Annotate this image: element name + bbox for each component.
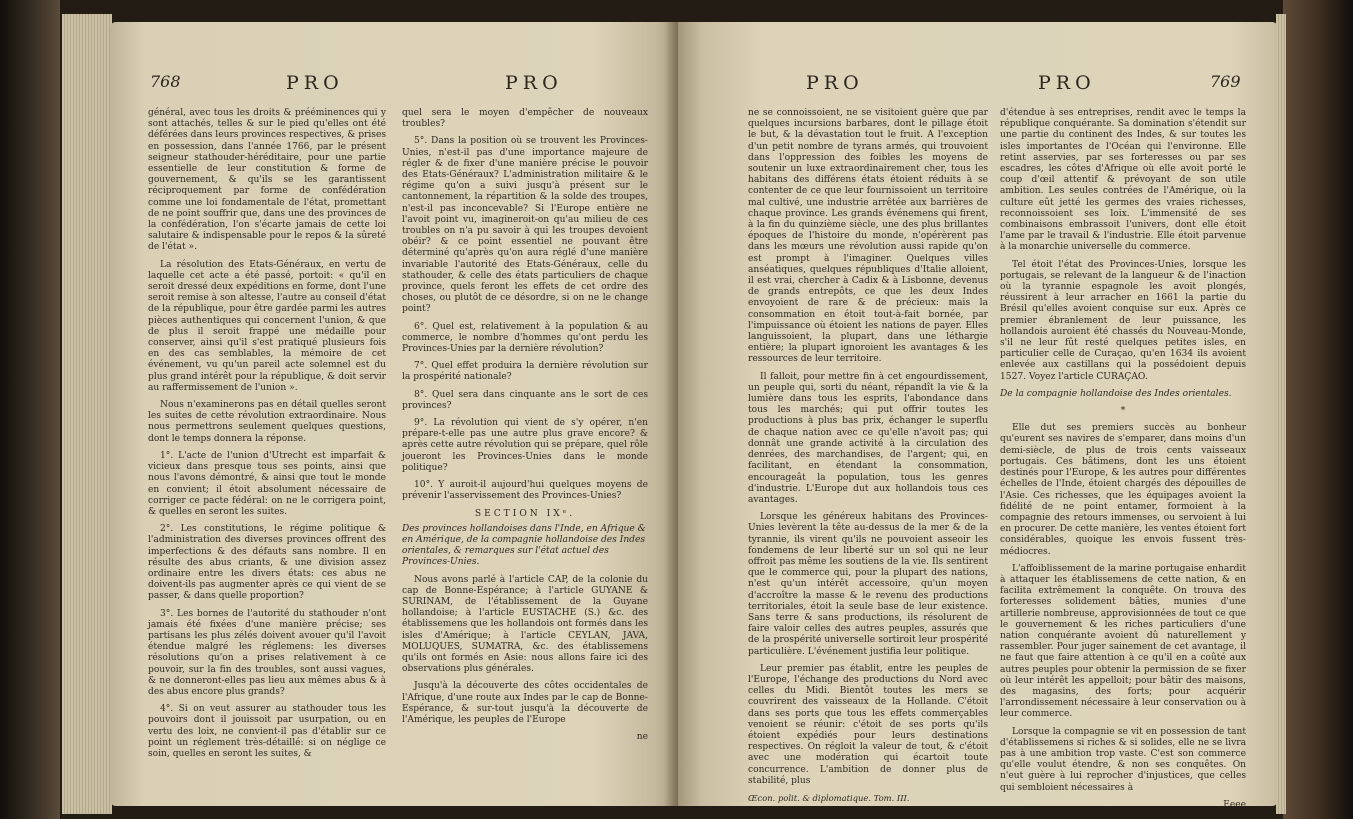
book-cover-left: [0, 0, 60, 819]
paragraph: Jusqu'à la découverte des côtes occidentales de l'Afrique, d'une route aux Indes par le cap de Bonne-Espérance, & sur-tout jusqu'à la découverte de l'Amérique, les peuples de l'Europe: [402, 681, 648, 725]
page-edges-left: [62, 14, 112, 814]
left-column-1: [148, 108, 386, 766]
paragraph: ne se connoissoient, ne se visitoient guère que par quelques incursions barbares, dont le pillage étoit le but, & la dévastation tout le fruit. A l'exception d'un petit nombre de tyrans armés, qui trouvoient dans l'oppression des foibles les moyens de soutenir un luxe extraordinairement cher, tous les habitans des différens états étoient réduits à se contenter de ce que leur fournissoient un territoire mal cultivé, une industrie arrêtée aux barrières de chaque province. Les grands événemens qui firent, à la fin du quinzième siècle, une des plus brillantes époques de l'histoire du monde, n'opérèrent pas dans les mœurs une révolution aussi rapide qu'on est prompt à l'imaginer. Quelques villes anséatiques, quelques républiques d'Italie alloient, il est vrai, chercher à Cadix & à Lisbonne, devenus de grands entrepôts, ce que les deux Indes envoyoient de rare & de précieux: mais la consommation en étoit tout-à-fait bornée, par l'impuissance où étoient les nations de payer. Elles languissoient, la plupart, dans une léthargie entière; la plupart ignoroient les avantages & les ressources de leur territoire.: [748, 108, 988, 365]
paragraph: 8°. Quel sera dans cinquante ans le sort de ces provinces?: [402, 389, 648, 411]
paragraph: 10°. Y auroit-il aujourd'hui quelques moyens de prévenir l'asservissement des Provinces-Unies?: [402, 480, 648, 502]
paragraph: Nous n'examinerons pas en détail quelles seront les suites de cette révolution extraordinaire. Nous nous permettrons seulement quelques questions, dont le temps donnera la réponse.: [148, 400, 386, 444]
section-title: SECTION IXᵉ.: [474, 508, 576, 519]
paragraph: 2°. Les constitutions, le régime politique & l'administration des diverses provinces offrent des imperfections & des défauts sans nombre. Il en résulte des abus criants, & une division assez ordinaire entre les divers états: ces abus ne doivent-ils pas augmenter après ce qui vient de se passer, & dans quelle proportion?: [148, 524, 386, 602]
book-cover-right: [1283, 0, 1353, 819]
paragraph: 5°. Dans la position où se trouvent les Provinces-Unies, n'est-il pas d'une importance majeure de régler & de fixer d'une manière précise le pouvoir des Etats-Généraux? L'administration militaire & le régime qu'on a suivi jusqu'à présent sur le cantonnement, la répartition & la solde des troupes, n'est-il pas inconcevable? Si l'Europe entière ne l'avoit point vu, imagineroit-on qu'au milieu de ces troubles on n'a pu savoir à qui les troupes devoient obéir? & ce point essentiel ne pouvant être déterminé qu'après qu'on aura réglé d'une manière invariable l'autorité des Etats-Généraux, celle du stathouder, & celle des états particuliers de chaque province, quels feront les effets de cet ordre des choses, ou plutôt de ce désordre, si on ne le change point?: [402, 136, 648, 315]
paragraph: 4°. Si on veut assurer au stathouder tous les pouvoirs dont il jouissoit par usurpation, ou en vertu des loix, ne convient-il pas d'établir sur ce point un réglement très-détaillé: si on néglige ce soin, quelles en seront les suites, &: [148, 704, 386, 759]
paragraph: 1°. L'acte de l'union d'Utrecht est imparfait & vicieux dans presque tous ses points, ainsi que nous l'avons démontré, & ainsi que tout le monde en convient; il étoit absolument nécessaire de corriger ce pacte fédéral: on ne le corrigera point, & quelles en seront les suites.: [148, 450, 386, 517]
right-page: [678, 22, 1278, 806]
signature-mark: Eeee: [1223, 799, 1246, 806]
right-column-1: [748, 108, 988, 806]
right-running-head-col2: PRO: [1038, 72, 1096, 94]
section-heading: Des provinces hollandoises dans l'Inde, en Afrique & en Amérique, de la compagnie hollandoise des Indes orientales, & remarques sur l'état actuel des Provinces-Unies.: [402, 523, 646, 568]
left-column-2: [402, 108, 648, 743]
left-page: [110, 22, 678, 806]
asterism: *: [1120, 406, 1126, 417]
paragraph: Lorsque la compagnie se vit en possession de tant d'établissemens si riches & si solides, elle ne se livra pas à une ambition trop vaste. C'est son commerce qu'elle voulut étendre, & non ses conquêtes. On n'eut guère à lui reprocher d'injustices, que celles qui sembloient nécessaires à: [1000, 726, 1246, 793]
paragraph: Nous avons parlé à l'article CAP, de la colonie du cap de Bonne-Espérance; à l'article GUYANE & SURINAM, de l'établissement de la Guyane hollandoise; à l'article EUSTACHE (S.) &c. des établissemens que les hollandois ont formés dans les isles d'Amérique; à l'article CEYLAN, JAVA, MOLUQUES, SUMATRA, &c. des établissemens qu'ils ont formés en Asie: nous allons faire ici des observations plus générales.: [402, 574, 648, 675]
section-heading: De la compagnie hollandoise des Indes orientales.: [1000, 388, 1232, 399]
paragraph: Tel étoit l'état des Provinces-Unies, lorsque les portugais, se relevant de la langueur & de l'inaction où la tyrannie espagnole les avoit plongés, réussirent à leur arracher en 1661 la partie du Brésil qu'elles avoient conquise sur eux. Après ce premier ébranlement de leur puissance, les hollandois auroient été chassés du Nouveau-Monde, s'il ne leur fût resté quelques petites isles, en particulier celle de Curaçao, qu'en 1634 ils avoient enlevée aux castillans qui la possédoient depuis 1527. Voyez l'article CURAÇAO.: [1000, 259, 1246, 382]
right-column-2: [1000, 108, 1246, 806]
paragraph: Il falloit, pour mettre fin à cet engourdissement, un peuple qui, sorti du néant, répandît la vie & la lumière dans tous les esprits, l'abondance dans tous les marchés; qui put offrir toutes les productions à plus bas prix, échanger le superflu de chaque nation avec ce qu'elle n'avoit pas; qui donnât une grande activité à la circulation des denrées, des marchandises, de l'argent; qui, en facilitant, en étendant la consommation, encourageât la population, tous les genres d'industrie. L'Europe dut aux hollandois tous ces avantages.: [748, 371, 988, 505]
paragraph: 6°. Quel est, relativement à la population & au commerce, le nombre d'hommes qu'ont perdu les Provinces-Unies par la dernière révolution?: [402, 321, 648, 355]
footnote: Œcon. polit. & diplomatique. Tom. III.: [748, 792, 910, 803]
paragraph: 3°. Les bornes de l'autorité du stathouder n'ont jamais été fixées d'une manière précise; ses partisans les plus zélés doivent avouer qu'il l'avoit étendue malgré les réglemens: les diverses résolutions qu'on a prises relativement à ce pouvoir, sur la fin des troubles, sont aussi vagues, & ne donneront-elles pas lieu aux mêmes abus & à des abus encore plus grands?: [148, 608, 386, 697]
paragraph: général, avec tous les droits & prééminences qui y sont attachés, telles & sur le pied qu'elles ont été déférées dans leurs provinces respectives, & prises en possession, dans l'année 1766, par le présent seigneur stathouder-héréditaire, pour une partie essentielle de leur constitution & forme de gouvernement, & qu'ils se les garantissent réciproquement par forme de confédération comme une loi fondamentale de l'état, promettant de ne point souffrir que, dans une des provinces de la confédération, l'on s'écarte jamais de cette loi salutaire & indispensable pour le repos & la sûreté de l'état ».: [148, 108, 386, 253]
paragraph: d'étendue à ses entreprises, rendit avec le temps la république conquérante. Sa domination s'étendit sur une partie du continent des Indes, & sur toutes les isles importantes de l'Océan qui l'environne. Elle retint asservies, par ses forteresses ou par ses escadres, les côtes d'Afrique où elle avoit porté le coup d'œil attentif & prévoyant de son utile ambition. Les seules contrées de l'Amérique, où la culture eût jetté les germes des vraies richesses, reconnoissoient ses loix. L'immensité de ses combinaisons embrassoit l'univers, dont elle étoit l'ame par le travail & l'industrie. Elle étoit parvenue à la monarchie universelle du commerce.: [1000, 108, 1246, 253]
catchword: ne: [636, 732, 648, 743]
left-running-head: PRO: [286, 72, 344, 94]
paragraph: Leur premier pas établit, entre les peuples de l'Europe, l'échange des productions du Nord avec celles du Midi. Bientôt toutes les mers se couvrirent des vaisseaux de la Hollande. C'étoit dans ses ports que tous les effets commerçables venoient se réunir: c'étoit de ses ports qu'ils étoient expédiés pour leurs destinations respectives. On régloit la valeur de tout, & c'étoit avec une modération qui écartoit toute concurrence. L'ambition de donner plus de stabilité, plus: [748, 663, 988, 786]
paragraph: La résolution des Etats-Généraux, en vertu de laquelle cet acte a été passé, portoit: « qu'il en seroit dressé deux expéditions en forme, dont l'une seroit remise à son altesse, l'autre au conseil d'état de la république, pour être gardée parmi les autres pièces authentiques qui concernent l'union, & que de plus il seroit frappé une médaille pour conserver, ainsi qu'il s'est pratiqué plusieurs fois en des cas semblables, la mémoire de cet événement, vu qu'un pareil acte solemnel est du plus grand intérêt pour la république, & doit servir au raffermissement de l'union ».: [148, 259, 386, 393]
right-running-head: PRO: [806, 72, 864, 94]
paragraph: Lorsque les généreux habitans des Provinces-Unies levèrent la tête au-dessus de la mer & de la tyrannie, ils virent qu'ils ne pouvoient asseoir les fondemens de leur liberté sur un sol qui ne leur offroit pas même les soutiens de la vie. Ils sentirent que le commerce qui, pour la plupart des nations, n'est qu'un intérêt accessoire, qu'un moyen d'accroître la masse & le revenu des productions territoriales, étoit la seule base de leur existence. Sans terre & sans productions, ils résolurent de faire valoir celles des autres peuples, assurés que de la prospérité universelle sortiroit leur prospérité particulière. L'événement justifia leur politique.: [748, 512, 988, 657]
paragraph: 7°. Quel effet produira la dernière révolution sur la prospérité nationale?: [402, 361, 648, 383]
paragraph: 9°. La révolution qui vient de s'y opérer, n'en prépare-t-elle pas une autre plus grave encore? & après cette autre révolution qui se prépare, quel rôle joueront les Provinces-Unies dans le monde politique?: [402, 418, 648, 473]
paragraph: Elle dut ses premiers succès au bonheur qu'eurent ses navires de s'emparer, dans moins d'un demi-siècle, de plus de trois cents vaisseaux portugais. Ces bâtimens, dont les uns étoient destinés pour l'Europe, & les autres pour différentes échelles de l'Inde, étoient chargés des dépouilles de l'Asie. Ces richesses, que les équipages avoient la fidélité de ne point entamer, formoient à la compagnie des retours immenses, ou servoient à lui en procurer. De cette manière, les ventes étoient fort considérables, quoique les envois fussent très-médiocres.: [1000, 423, 1246, 557]
paragraph: quel sera le moyen d'empêcher de nouveaux troubles?: [402, 108, 648, 130]
paragraph: L'affoiblissement de la marine portugaise enhardit à attaquer les établissemens de cette nation, & en facilita extrêmement la conquête. On trouva des forteresses solidement bâties, munies d'une artillerie nombreuse, approvisionnées de tout ce que le gouvernement & les riches particuliers d'une nation conquérante avoient dû naturellement y rassembler. Pour juger sainement de cet avantage, il ne faut que faire attention à ce qu'il en a coûté aux autres peuples pour obtenir la permission de se fixer où leur intérêt les appelloit; pour bâtir des maisons, des magasins, des forts; pour acquérir l'arrondissement nécessaire à leur conservation ou à leur commerce.: [1000, 563, 1246, 720]
left-running-head-col2: PRO: [505, 72, 563, 94]
right-page-number: 769: [1210, 72, 1241, 91]
left-page-number: 768: [150, 72, 181, 91]
